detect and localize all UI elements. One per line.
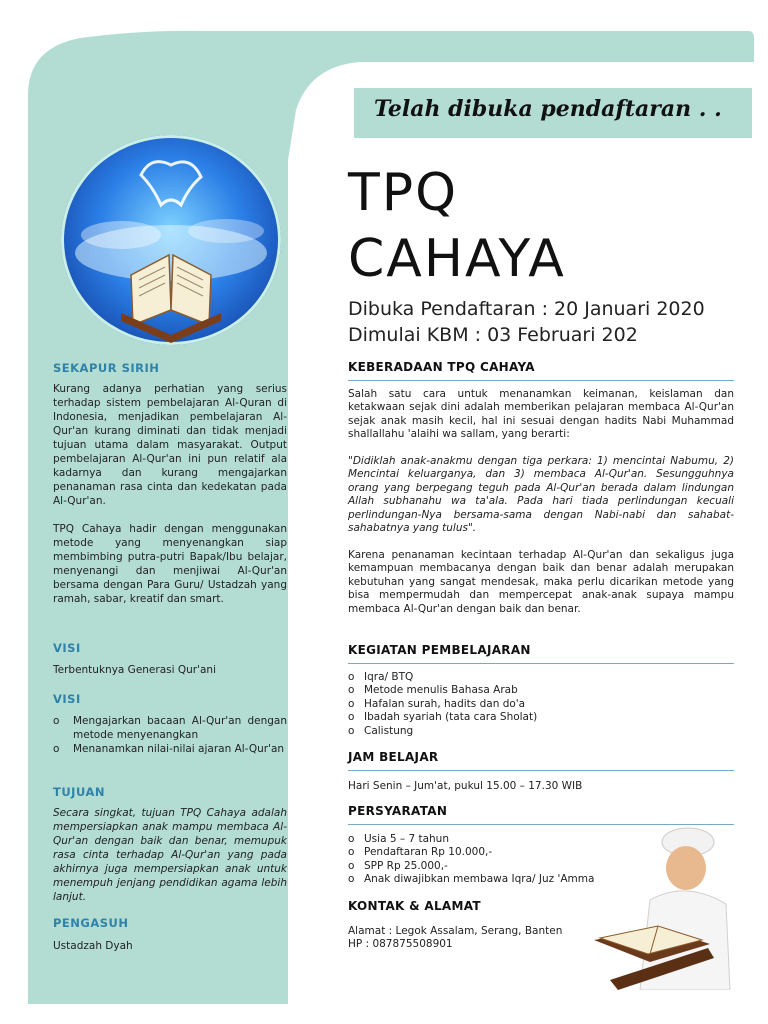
list-item: o Usia 5 – 7 tahun [348,833,734,847]
sekapur-paragraph-1: Kurang adanya perhatian yang serius terhadap sistem pembelajaran Al-Quran di Indonesia, menjadikan pembelajaran Al-Qur'an kurang diminati dan tidak menjadi tujuan utama dalam masyarakat. Output pembelajaran Al-Qur'an ini pun relatif ala kadarnya dan kurang mengajarkan penanaman rasa cinta dan kedekatan pada Al-Qur'an. [53,383,287,507]
banner-text: Telah dibuka pendaftaran . . [374,96,722,122]
title-line-1: TPQ [348,163,459,223]
announcement-banner [354,88,752,138]
start-date: Dimulai KBM : 03 Februari 202 [348,324,638,346]
section-pengasuh [53,916,287,953]
jam-heading: JAM BELAJAR [348,751,734,771]
open-date: Dibuka Pendaftaran : 20 Januari 2020 [348,298,705,320]
section-misi [53,692,287,756]
kontak-address: Alamat : Legok Assalam, Serang, Banten [348,924,563,937]
kontak-heading: KONTAK & ALAMAT [348,899,481,913]
section-tujuan [53,785,287,904]
list-item: o Metode menulis Bahasa Arab [348,684,734,698]
book-icon [61,135,281,345]
title-line-2: CAHAYA [348,229,566,289]
section-visi [53,641,287,677]
kegiatan-heading: KEGIATAN PEMBELAJARAN [348,644,734,664]
list-item: o Ibadah syariah (tata cara Sholat) [348,711,734,725]
keberadaan-paragraph-2: Karena penanaman kecintaan terhadap Al-Qur'an dan sekaligus juga kemampuan membacanya dengan baik dan benar adalah merupakan kebutuhan yang sangat mendesak, maka perlu dicarikan metode yang bisa mempermudah dan mempercepat anak-anak supaya mampu membaca Al-Qur'an dengan baik dan benar. [348,548,734,615]
registration-dates [348,296,705,348]
keberadaan-heading: KEBERADAAN TPQ CAHAYA [348,361,734,381]
list-item: o Pendaftaran Rp 10.000,- [348,846,734,860]
list-item: o Calistung [348,725,734,739]
persyaratan-heading: PERSYARATAN [348,805,734,825]
misi-list [53,714,287,756]
visi-text: Terbentuknya Generasi Qur'ani [53,664,216,676]
keberadaan-paragraph-1: Salah satu cara untuk menanamkan keimanan, keislaman dan ketakwaan sejak dini adalah memberikan pelajaran membaca Al-Qur'an sejak anak masih kecil, hal ini sesuai dengan hadits Nabi Muhammad shallallahu 'alaihi wa sallam, yang berarti: [348,387,734,440]
pengasuh-text: Ustadzah Dyah [53,940,133,952]
kontak-phone: HP : 087875508901 [348,938,453,950]
hadith-quote: "Didiklah anak-anakmu dengan tiga perkara: 1) mencintai Nabumu, 2) Mencintai keluarganya, dan 3) membaca Al-Qur'an. Sesungguhnya orang yang berpegang teguh pada Al-Qur'an berada dalam lindungan Allah subhanahu wa ta'ala. Pada hari tiada perlindungan kecuali perlindungan-Nya bersama-sama dengan Nabi-nabi dan sahabat-sahabatnya yang tulus". [348,454,734,534]
section-sekapur-sirih [53,361,287,606]
misi-heading: VISI [53,692,81,706]
list-item: o Iqra/ BTQ [348,671,734,685]
kegiatan-list [348,671,734,739]
visi-heading: VISI [53,641,81,655]
section-kegiatan [348,644,734,738]
child-reading-icon [590,820,734,990]
section-jam-belajar [348,751,734,793]
tujuan-heading: TUJUAN [53,785,105,799]
list-item: o Menanamkan nilai-nilai ajaran Al-Qur'an [53,742,287,756]
sekapur-heading: SEKAPUR SIRIH [53,361,160,375]
pengasuh-heading: PENGASUH [53,916,129,930]
sekapur-paragraph-2: TPQ Cahaya hadir dengan menggunakan metode yang menyenangkan siap membimbing putra-putri Bapak/Ibu belajar, menyenangi dan menjiwai Al-Qur'an bersama dengan Para Guru/ Ustadzah yang ramah, sabar, kreatif dan smart. [53,523,287,605]
section-keberadaan [348,361,734,616]
list-item: o Mengajarkan bacaan Al-Qur'an dengan metode menyenangkan [53,714,287,742]
page-title [348,160,566,292]
tujuan-text: Secara singkat, tujuan TPQ Cahaya adalah mempersiapkan anak mampu membaca Al-Qur'an dengan baik dan benar, memupuk rasa cinta terhadap Al-Qur'an yang pada akhirnya juga mempersiapkan anak untuk menempuh jenjang pendidikan agama lebih lanjut. [53,807,287,903]
list-item: o Anak diwajibkan membawa Iqra/ Juz 'Amma [348,873,734,887]
list-item: o Hafalan surah, hadits dan do'a [348,698,734,712]
list-item: o SPP Rp 25.000,- [348,860,734,874]
quran-illustration [61,135,281,345]
jam-text: Hari Senin – Jum'at, pukul 15.00 – 17.30 WIB [348,779,583,792]
